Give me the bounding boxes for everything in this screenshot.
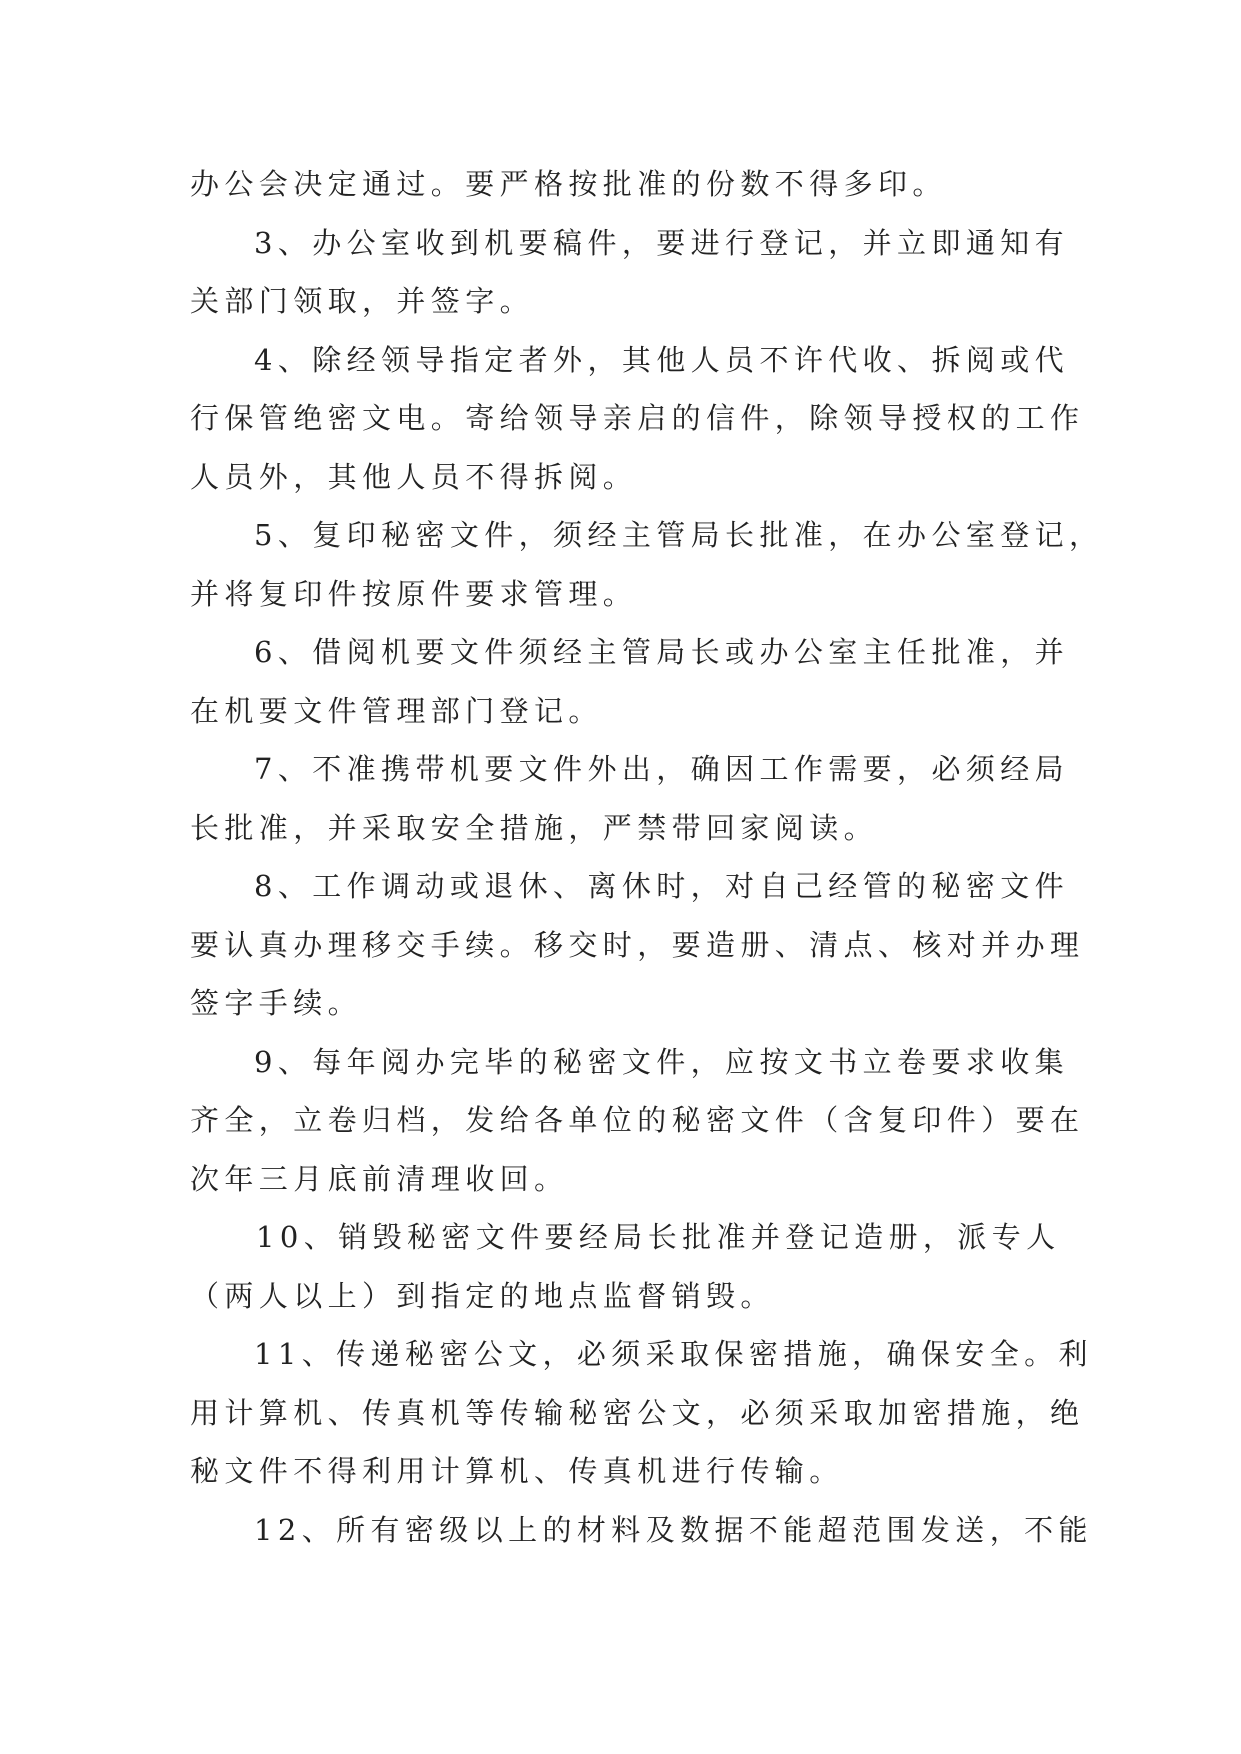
text-line: 7、不准携带机要文件外出，确因工作需要，必须经局	[254, 752, 1070, 786]
text-line: 行保管绝密文电。寄给领导亲启的信件，除领导授权的工作	[190, 401, 1085, 435]
text-line: 11、传递秘密公文，必须采取保密措施，确保安全。利	[254, 1337, 1093, 1371]
text-line: 签字手续。	[190, 986, 363, 1020]
text-line: 关部门领取，并签字。	[190, 284, 535, 318]
text-line: 要认真办理移交手续。移交时，要造册、清点、核对并办理	[190, 927, 1085, 962]
text-line: 长批准，并采取安全措施，严禁带回家阅读。	[190, 810, 879, 845]
text-line: 人员外，其他人员不得拆阅。	[190, 459, 638, 494]
text-line: （两人以上）到指定的地点监督销毁。	[190, 1278, 775, 1313]
text-line: 秘文件不得利用计算机、传真机进行传输。	[190, 1454, 844, 1488]
text-line: 6、借阅机要文件须经主管局长或办公室主任批准，并	[254, 635, 1070, 669]
text-line: 10、销毁秘密文件要经局长批准并登记造册，派专人	[256, 1220, 1061, 1254]
text-line: 办公会决定通过。要严格按批准的份数不得多印。	[190, 167, 947, 201]
text-line: 9、每年阅办完毕的秘密文件，应按文书立卷要求收集	[254, 1044, 1070, 1079]
text-line: 在机要文件管理部门登记。	[190, 693, 603, 728]
text-line: 12、所有密级以上的材料及数据不能超范围发送，不能	[254, 1512, 1093, 1547]
text-line: 4、除经领导指定者外，其他人员不许代收、拆阅或代	[254, 342, 1070, 377]
text-line: 5、复印秘密文件，须经主管局长批准，在办公室登记，	[254, 518, 1104, 552]
text-line: 3、办公室收到机要稿件，要进行登记，并立即通知有	[254, 225, 1070, 260]
text-line: 次年三月底前清理收回。	[190, 1161, 569, 1196]
text-line: 用计算机、传真机等传输秘密公文，必须采取加密措施，绝	[190, 1395, 1085, 1430]
text-line: 齐全，立卷归档，发给各单位的秘密文件（含复印件）要在	[190, 1103, 1085, 1137]
text-line: 8、工作调动或退休、离休时，对自己经管的秘密文件	[254, 869, 1070, 903]
text-line: 并将复印件按原件要求管理。	[190, 576, 638, 611]
document-body	[190, 155, 1104, 1559]
